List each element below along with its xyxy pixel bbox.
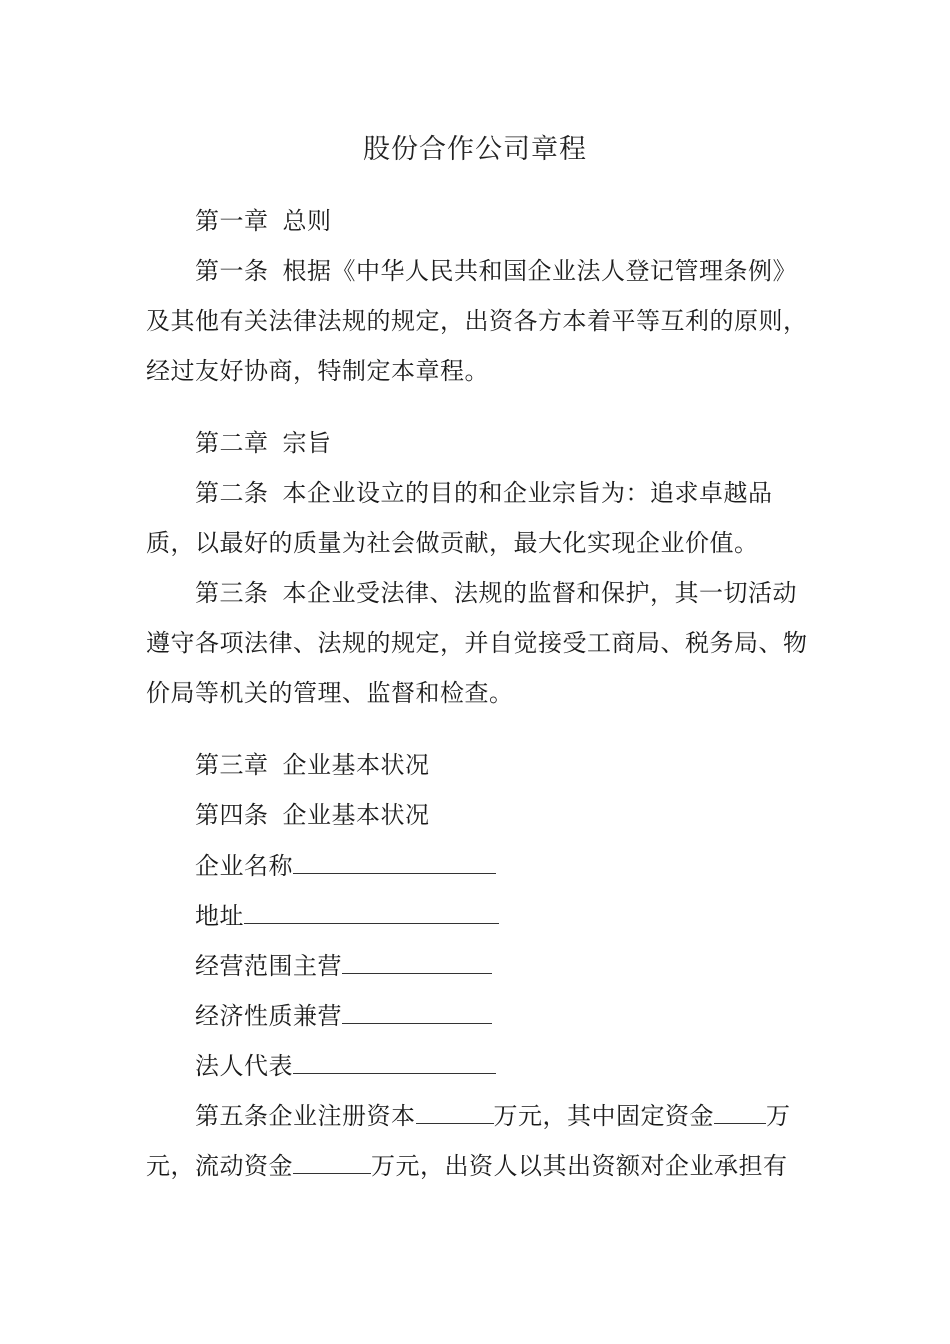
article-3-line-2: 遵守各项法律、法规的规定，并自觉接受工商局、税务局、物 (146, 629, 808, 657)
legal-rep-field (195, 1047, 875, 1084)
article-1-line-3: 经过友好协商，特制定本章程。 (146, 357, 489, 385)
chapter-2-name: 宗旨 (282, 429, 332, 457)
article-2-line-1 (195, 475, 875, 511)
article-1-line-1 (195, 253, 875, 289)
fixed-capital-blank[interactable] (714, 1097, 766, 1124)
business-scope-field (195, 947, 875, 984)
registered-capital-blank[interactable] (416, 1097, 494, 1124)
chapter-2-heading (195, 425, 875, 461)
company-name-field (195, 847, 875, 884)
article-1-line-2: 及其他有关法律法规的规定，出资各方本着平等互利的原则， (146, 307, 808, 335)
economic-nature-field (195, 997, 875, 1034)
article-2-text-1: 本企业设立的目的和企业宗旨为：追求卓越品 (282, 479, 773, 507)
article-4-heading (195, 797, 875, 833)
article-5-text-1b: 万元，其中固定资金 (493, 1102, 714, 1130)
article-5-line-1 (195, 1097, 875, 1134)
chapter-3-number: 第三章 (195, 751, 269, 779)
document-title: 股份合作公司章程 (363, 134, 587, 165)
chapter-1-heading (195, 203, 875, 239)
article-5-text-2a: 元，流动资金 (146, 1152, 293, 1180)
chapter-1-number: 第一章 (195, 207, 269, 235)
chapter-3-name: 企业基本状况 (282, 751, 430, 779)
article-4-number: 第四条 (195, 801, 269, 829)
company-name-label: 企业名称 (195, 852, 293, 880)
article-1-number: 第一条 (195, 257, 269, 285)
economic-nature-label: 经济性质兼营 (195, 1002, 342, 1030)
article-5-text-1a: 第五条企业注册资本 (195, 1102, 416, 1130)
business-scope-label: 经营范围主营 (195, 952, 342, 980)
article-2-number: 第二条 (195, 479, 269, 507)
article-5-line-2 (146, 1147, 826, 1184)
article-3-line-3: 价局等机关的管理、监督和检查。 (146, 679, 514, 707)
article-3-text-1: 本企业受法律、法规的监督和保护，其一切活动 (282, 579, 797, 607)
business-scope-blank[interactable] (342, 947, 492, 974)
chapter-2-number: 第二章 (195, 429, 269, 457)
article-3-number: 第三条 (195, 579, 269, 607)
address-label: 地址 (195, 902, 244, 930)
legal-rep-blank[interactable] (293, 1047, 496, 1074)
legal-rep-label: 法人代表 (195, 1052, 293, 1080)
chapter-1-name: 总则 (282, 207, 332, 235)
article-1-text-1: 根据《中华人民共和国企业法人登记管理条例》 (282, 257, 797, 285)
address-blank[interactable] (244, 897, 499, 924)
article-2-line-2: 质，以最好的质量为社会做贡献，最大化实现企业价值。 (146, 529, 759, 557)
article-3-line-1 (195, 575, 875, 611)
economic-nature-blank[interactable] (342, 997, 492, 1024)
company-name-blank[interactable] (293, 847, 496, 874)
working-capital-blank[interactable] (293, 1147, 371, 1174)
article-5-text-2b: 万元，出资人以其出资额对企业承担有 (371, 1152, 788, 1180)
chapter-3-heading (195, 747, 875, 783)
address-field (195, 897, 875, 934)
article-4-name: 企业基本状况 (282, 801, 430, 829)
article-5-text-1c: 万 (766, 1102, 791, 1130)
